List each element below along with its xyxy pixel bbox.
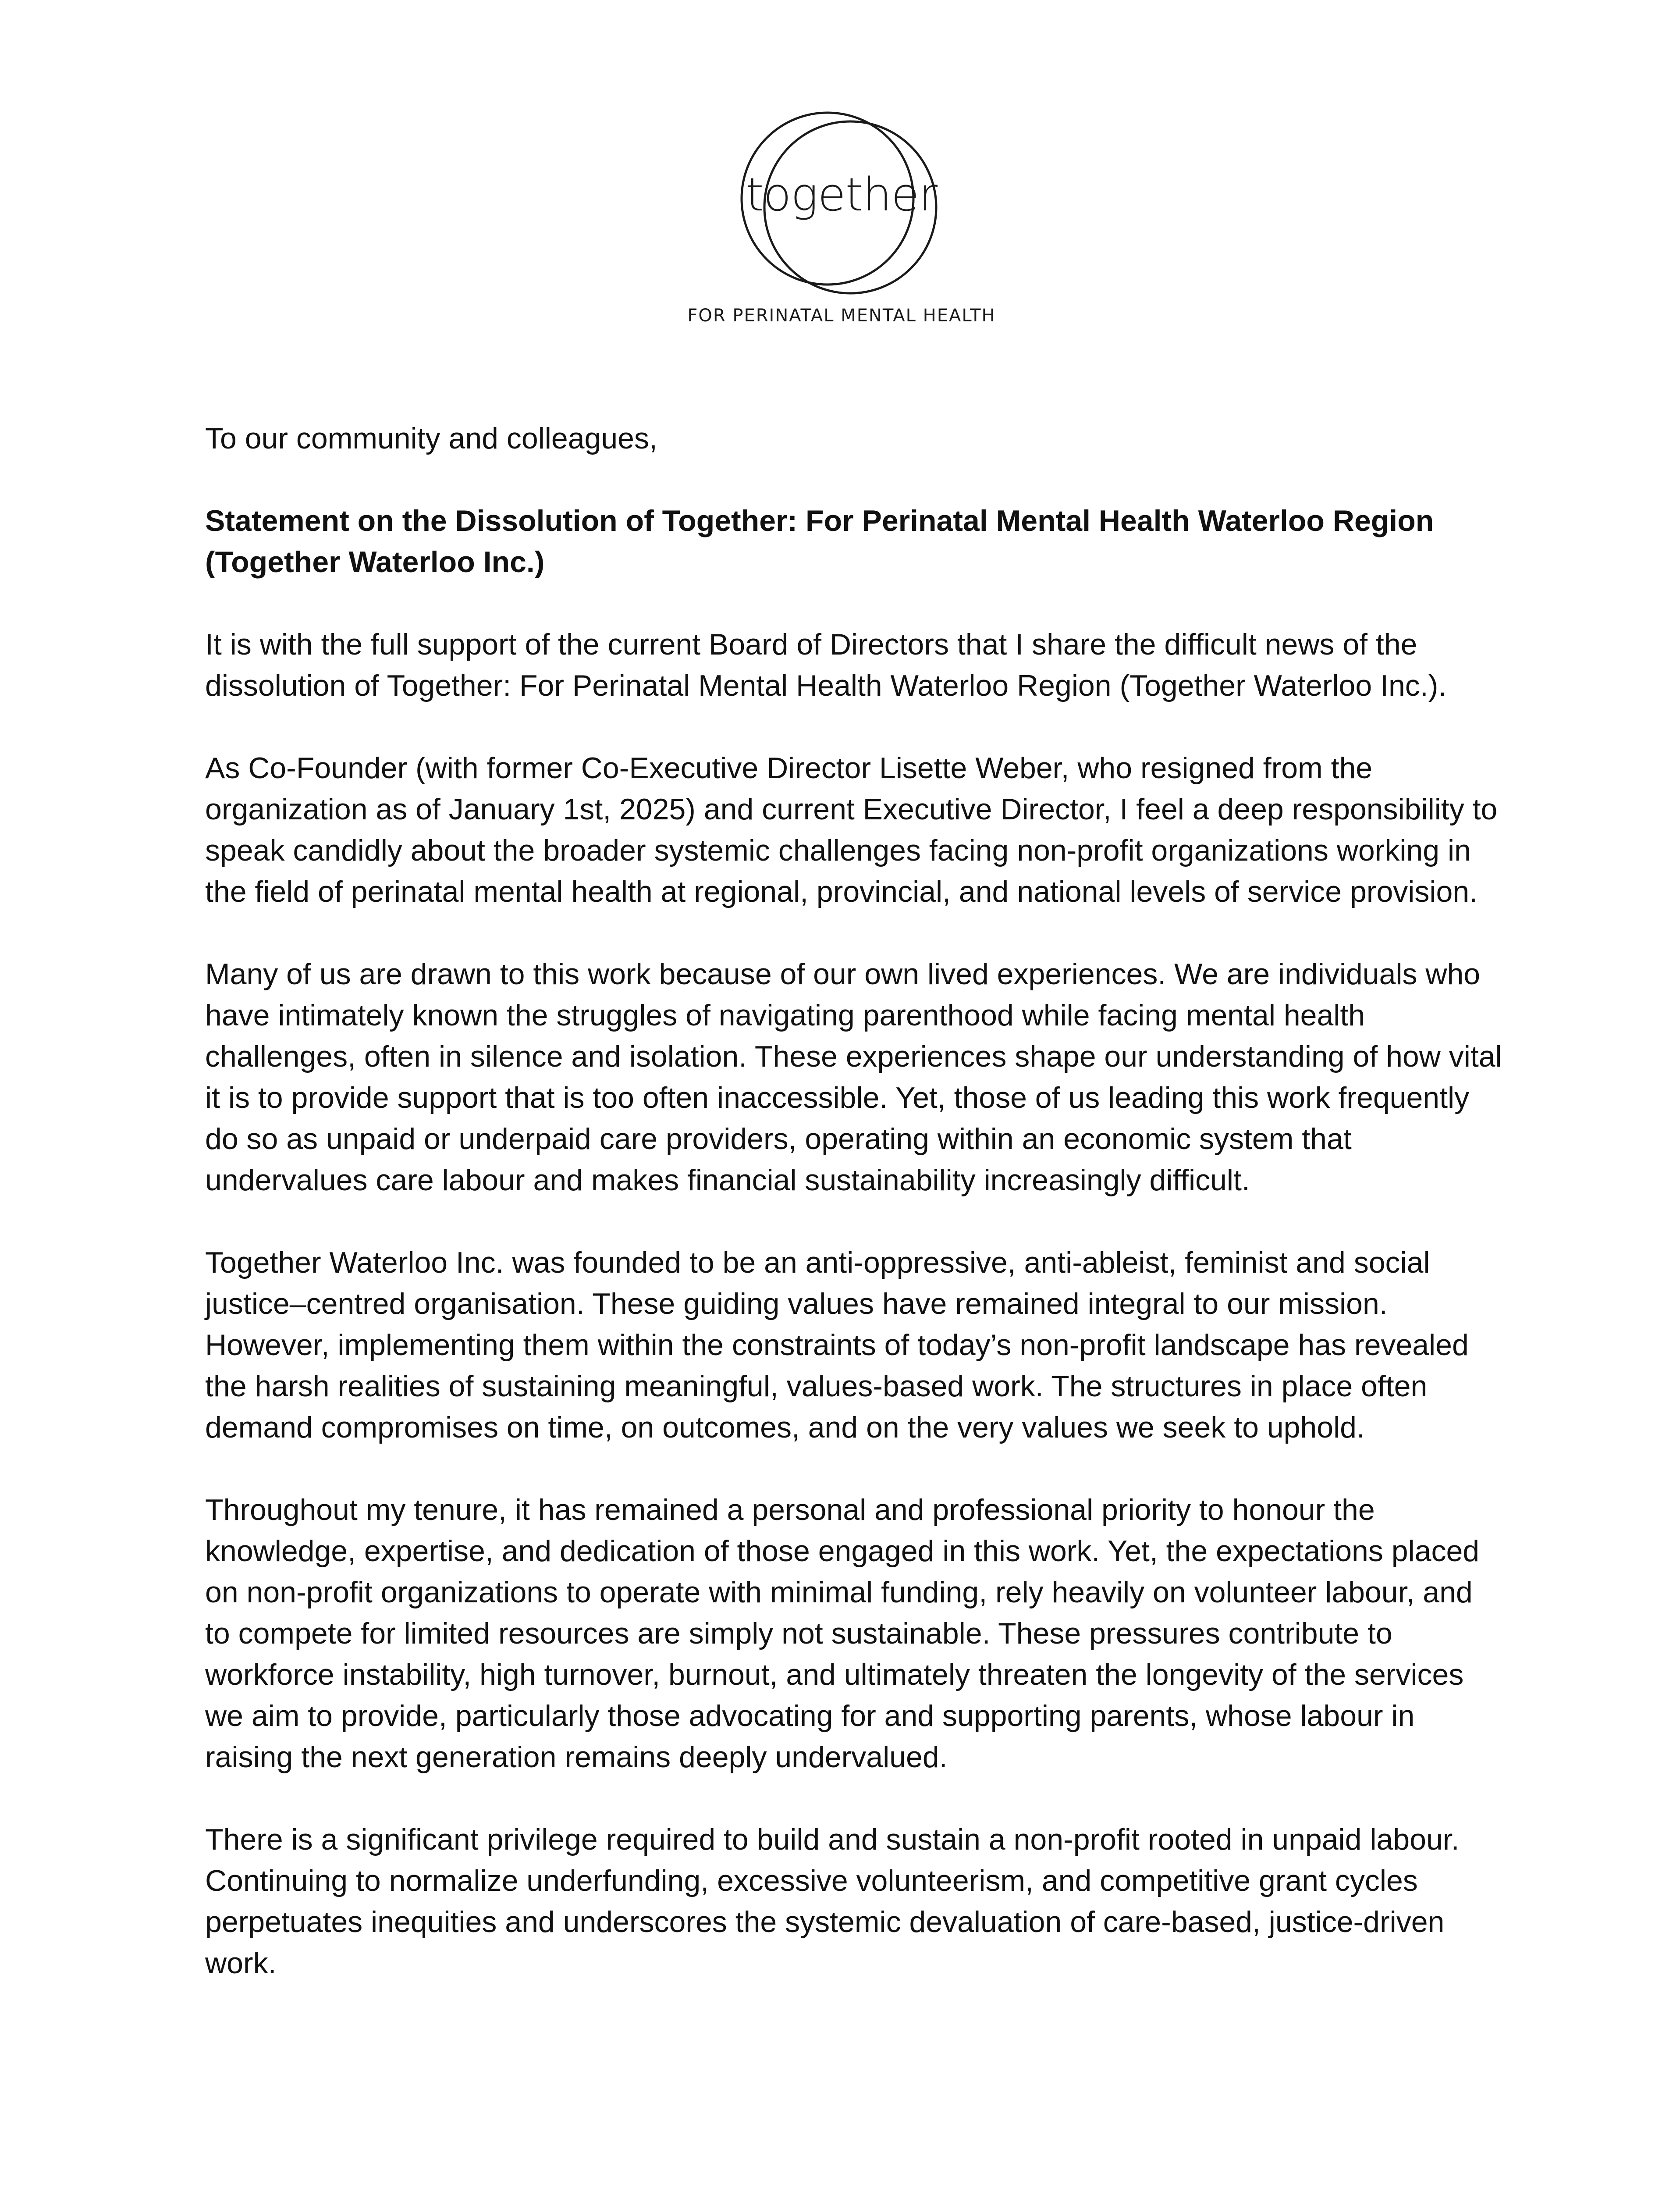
logo-wordmark: together xyxy=(746,168,938,221)
letter-body xyxy=(205,418,1502,2025)
paragraph-cofounder-responsibility: As Co-Founder (with former Co-Executive Director Lisette Weber, who resigned from the organization as of January 1st, 2025) and current Executive Director, I feel a deep responsibility to speak candidly about the broader systemic challenges facing non-profit organizations working in the field of perinatal mental health at regional, provincial, and national levels of service provision. xyxy=(205,751,1498,908)
paragraph-founding-values: Together Waterloo Inc. was founded to be an anti-oppressive, anti-ableist, feminist and social justice–centred organisation. These guiding values have remained integral to our mission. However, implementing them within the constraints of today’s non-profit landscape has revealed the harsh realities of sustaining meaningful, values-based work. The structures in place often demand compromises on time, on outcomes, and on the very values we seek to uphold. xyxy=(205,1246,1469,1444)
together-logo xyxy=(675,103,1008,331)
logo-tagline: FOR PERINATAL MENTAL HEALTH xyxy=(687,306,996,326)
paragraph-privilege-unpaid-labour: There is a significant privilege required to build and sustain a non-profit rooted in unpaid labour. Continuing to normalize underfunding, excessive volunteerism, and competitive grant cycles perpetuates inequities and underscores the systemic devaluation of care-based, justice-driven work. xyxy=(205,1823,1460,1980)
paragraph-lived-experiences: Many of us are drawn to this work because of our own lived experiences. We are individuals who have intimately known the struggles of navigating parenthood while facing mental health challenges, often in silence and isolation. These experiences shape our understanding of how vital it is to provide support that is too often inaccessible. Yet, those of us leading this work frequently do so as unpaid or underpaid care providers, operating within an economic system that undervalues care labour and makes financial sustainability increasingly difficult. xyxy=(205,957,1502,1197)
paragraph-support-announcement: It is with the full support of the current Board of Directors that I share the difficult news of the dissolution of Together: For Perinatal Mental Health Waterloo Region (Together Waterloo Inc.). xyxy=(205,628,1447,702)
paragraph-tenure-priorities: Throughout my tenure, it has remained a personal and professional priority to honour the knowledge, expertise, and dedication of those engaged in this work. Yet, the expectations placed on non-profit organizations to operate with minimal funding, rely heavily on volunteer labour, and to compete for limited resources are simply not sustainable. These pressures contribute to workforce instability, high turnover, burnout, and ultimately threaten the longevity of the services we aim to provide, particularly those advocating for and supporting parents, whose labour in raising the next generation remains deeply undervalued. xyxy=(205,1493,1480,1774)
statement-title: Statement on the Dissolution of Together: For Perinatal Mental Health Waterloo Region (Together Waterloo Inc.) xyxy=(205,504,1434,579)
salutation: To our community and colleagues, xyxy=(205,422,657,455)
